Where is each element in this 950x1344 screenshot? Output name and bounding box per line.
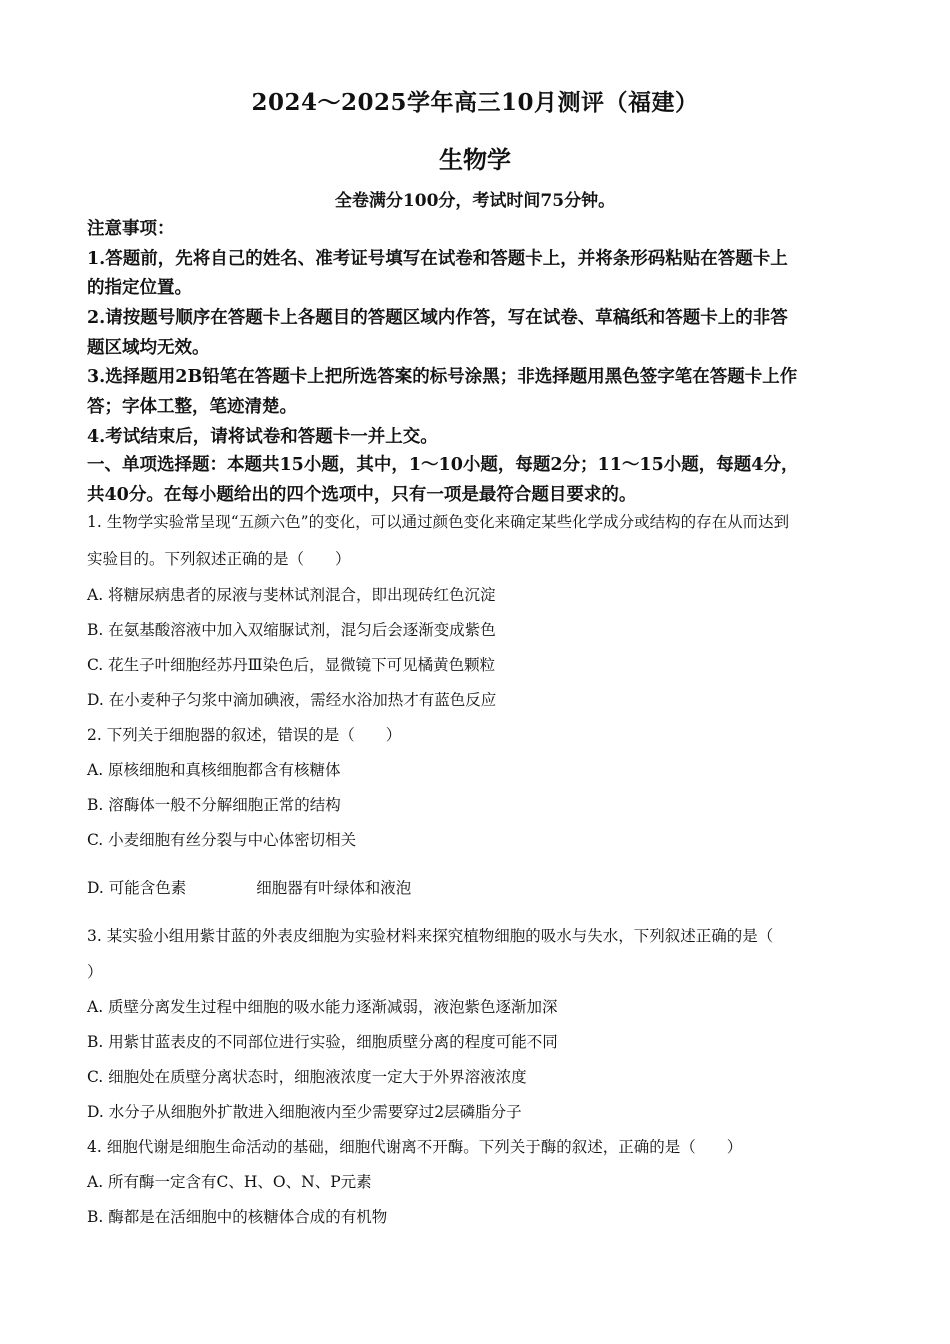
notice-line: 答；字体工整，笔迹清楚。 bbox=[87, 397, 297, 417]
option-d bbox=[87, 876, 867, 898]
question-stem: 2. 下列关于细胞器的叙述，错误的是（ ） bbox=[87, 726, 402, 744]
option-c: C. 细胞处在质壁分离状态时，细胞液浓度一定大于外界溶液浓度 bbox=[87, 1068, 527, 1086]
option-d: D. 在小麦种子匀浆中滴加碘液，需经水浴加热才有蓝色反应 bbox=[87, 691, 497, 709]
notice-line: 题区域均无效。 bbox=[87, 338, 210, 358]
option-c: C. 花生子叶细胞经苏丹Ⅲ染色后，显微镜下可见橘黄色颗粒 bbox=[87, 656, 496, 674]
notice-line: 2.请按题号顺序在答题卡上各题目的答题区域内作答，写在试卷、草稿纸和答题卡上的非答 bbox=[87, 308, 788, 328]
option-d: D. 水分子从细胞外扩散进入细胞液内至少需要穿过2层磷脂分子 bbox=[87, 1103, 522, 1121]
option-a: A. 质壁分离发生过程中细胞的吸水能力逐渐减弱，液泡紫色逐渐加深 bbox=[87, 998, 558, 1016]
option-d-part: 细胞器有叶绿体和液泡 bbox=[256, 879, 412, 897]
subject-title: 生物学 bbox=[439, 145, 511, 174]
notice-line: 1.答题前，先将自己的姓名、准考证号填写在试卷和答题卡上，并将条形码粘贴在答题卡上 bbox=[87, 249, 788, 269]
section-heading: 一、单项选择题：本题共15小题，其中，1～10小题，每题2分；11～15小题，每题4分， bbox=[87, 455, 799, 475]
question-stem: 3. 某实验小组用紫甘蓝的外表皮细胞为实验材料来探究植物细胞的吸水与失水，下列叙述正确的是（ bbox=[87, 927, 774, 945]
option-b: B. 溶酶体一般不分解细胞正常的结构 bbox=[87, 796, 341, 814]
option-a: A. 所有酶一定含有C、H、O、N、P元素 bbox=[87, 1173, 372, 1191]
exam-title: 2024～2025学年高三10月测评（福建） bbox=[251, 89, 699, 116]
option-a: A. 将糖尿病患者的尿液与斐林试剂混合，即出现砖红色沉淀 bbox=[87, 586, 496, 604]
question-stem: 1. 生物学实验常呈现“五颜六色”的变化，可以通过颜色变化来确定某些化学成分或结构的存在从而达到 bbox=[87, 513, 790, 531]
option-b: B. 在氨基酸溶液中加入双缩脲试剂，混匀后会逐渐变成紫色 bbox=[87, 621, 496, 639]
section-heading: 共40分。在每小题给出的四个选项中，只有一项是最符合题目要求的。 bbox=[87, 485, 637, 505]
option-b: B. 用紫甘蓝表皮的不同部位进行实验，细胞质壁分离的程度可能不同 bbox=[87, 1033, 558, 1051]
option-a: A. 原核细胞和真核细胞都含有核糖体 bbox=[87, 761, 341, 779]
option-b: B. 酶都是在活细胞中的核糖体合成的有机物 bbox=[87, 1208, 388, 1226]
question-stem: 实验目的。下列叙述正确的是（ ） bbox=[87, 550, 351, 568]
notice-line: 3.选择题用2B铅笔在答题卡上把所选答案的标号涂黑；非选择题用黑色签字笔在答题卡上作 bbox=[87, 367, 798, 387]
notice-heading: 注意事项： bbox=[87, 219, 175, 239]
option-c: C. 小麦细胞有丝分裂与中心体密切相关 bbox=[87, 831, 357, 849]
option-d-part: D. 可能含色素 bbox=[87, 879, 187, 897]
notice-line: 的指定位置。 bbox=[87, 278, 192, 298]
question-stem: ） bbox=[87, 963, 103, 981]
question-stem: 4. 细胞代谢是细胞生命活动的基础，细胞代谢离不开酶。下列关于酶的叙述，正确的是（ ） bbox=[87, 1138, 743, 1156]
notice-line: 4.考试结束后，请将试卷和答题卡一并上交。 bbox=[87, 427, 438, 447]
score-info: 全卷满分100分，考试时间75分钟。 bbox=[334, 191, 616, 211]
